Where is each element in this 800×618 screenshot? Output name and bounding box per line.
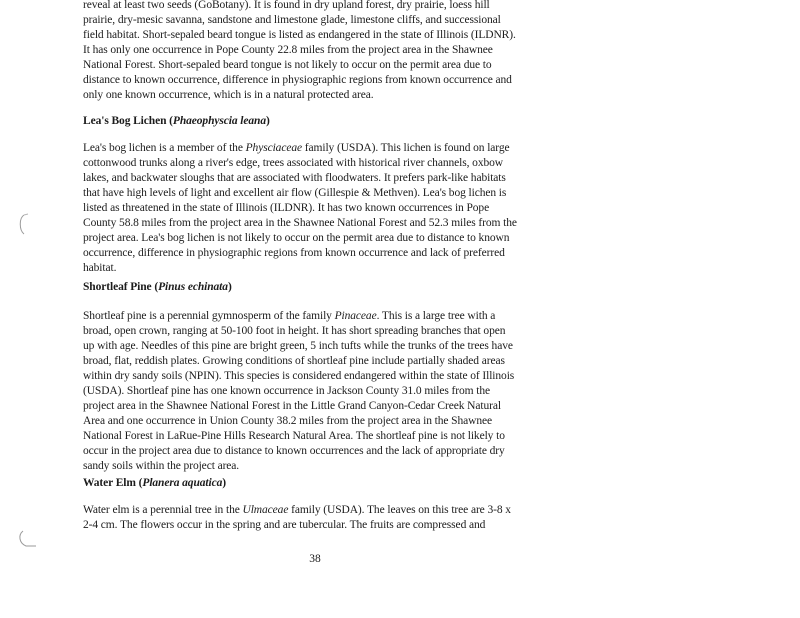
section-heading: Lea's Bog Lichen (Phaeophyscia leana)	[83, 115, 270, 127]
text-line: National Forest in LaRue-Pine Hills Research Natural Area. The shortleaf pine is not likely to	[83, 430, 505, 442]
binder-hole-mark	[14, 528, 44, 552]
text-line: County 58.8 miles from the project area in the Shawnee National Forest and 52.3 miles from the	[83, 217, 517, 229]
common-name: Water Elm	[83, 477, 136, 489]
text-line: project area in the Shawnee National Forest in the Little Grand Canyon-Cedar Creek Natural	[83, 400, 501, 412]
text-line: field habitat. Short-sepaled beard tongue is listed as endangered in the state of Illinois (ILDNR).	[83, 29, 516, 41]
text-line: broad, flat, reddish plates. Growing conditions of shortleaf pine include partially shaded areas	[83, 355, 505, 367]
family-name: Pinaceae	[334, 310, 377, 322]
text-line: within dry sandy soils (NPIN). This species is considered endangered within the state of Illinois	[83, 370, 515, 382]
text-line: It has only one occurrence in Pope County 22.8 miles from the project area in the Shawnee	[83, 44, 493, 56]
text-line: lakes, and backwater sloughs that are associated with floodwaters. It prefers park-like habitats	[83, 172, 506, 184]
text-line: Shortleaf pine is a perennial gymnosperm of the family Pinaceae. This is a large tree with a	[83, 310, 496, 322]
text-line: distance to known occurrence, difference in physiographic regions from known occurrence and	[83, 74, 512, 86]
section-heading: Shortleaf Pine (Pinus echinata)	[83, 281, 232, 293]
scientific-name: Planera aquatica	[142, 477, 223, 489]
text-line: cottonwood trunks along a river's edge, trees associated with historical river channels, oxbow	[83, 157, 503, 169]
text-line: sandy soils within the project area.	[83, 460, 240, 472]
text-line: listed as threatened in the state of Illinois (ILDNR). It has two known occurrences in Pope	[83, 202, 490, 214]
page-number: 38	[309, 553, 321, 565]
text-line: Water elm is a perennial tree in the Ulmaceae family (USDA). The leaves on this tree are 3-8 x	[83, 504, 511, 516]
text-line: occurrence, difference in physiographic regions from known occurrence and lack of preferred	[83, 247, 505, 259]
common-name: Shortleaf Pine	[83, 281, 152, 293]
common-name: Lea's Bog Lichen	[83, 115, 167, 127]
family-name: Physciaceae	[245, 142, 302, 154]
text-line: Lea's bog lichen is a member of the Physciaceae family (USDA). This lichen is found on large	[83, 142, 510, 154]
text-line: Area and one occurrence in Union County 38.2 miles from the project area in the Shawnee	[83, 415, 492, 427]
family-name: Ulmaceae	[242, 504, 289, 516]
text-line: reveal at least two seeds (GoBotany). It is found in dry upland forest, dry prairie, loess hill	[83, 0, 490, 11]
scientific-name: Phaeophyscia leana	[172, 115, 266, 127]
text-line: project area. Lea's bog lichen is not likely to occur on the permit area due to distance to known	[83, 232, 510, 244]
text-line: up with age. Needles of this pine are bright green, 5 inch tufts while the trunks of the trees have	[83, 340, 513, 352]
text-line: only one known occurrence, which is in a natural protected area.	[83, 89, 374, 101]
text-line: broad, open crown, ranging at 50-100 foot in height. It has short spreading branches that open	[83, 325, 506, 337]
text-line: (USDA). Shortleaf pine has one known occurrence in Jackson County 31.0 miles from the	[83, 385, 491, 397]
text-line: 2-4 cm. The flowers occur in the spring and are tubercular. The fruits are compressed and	[83, 519, 486, 531]
text-line: National Forest. Short-sepaled beard tongue is not likely to occur on the permit area due to	[83, 59, 492, 71]
text-line: habitat.	[83, 262, 117, 274]
text-line: that have high levels of light and excellent air flow (Gillespie & Methven). Lea's bog lichen is	[83, 187, 507, 199]
binder-hole-mark	[14, 212, 38, 238]
text-line: occur in the project area due to distance to known occurrences and the lack of appropriate dry	[83, 445, 505, 457]
text-line: prairie, dry-mesic savanna, sandstone and limestone glade, limestone cliffs, and successional	[83, 14, 501, 26]
scientific-name: Pinus echinata	[158, 281, 228, 293]
section-heading: Water Elm (Planera aquatica)	[83, 477, 226, 489]
